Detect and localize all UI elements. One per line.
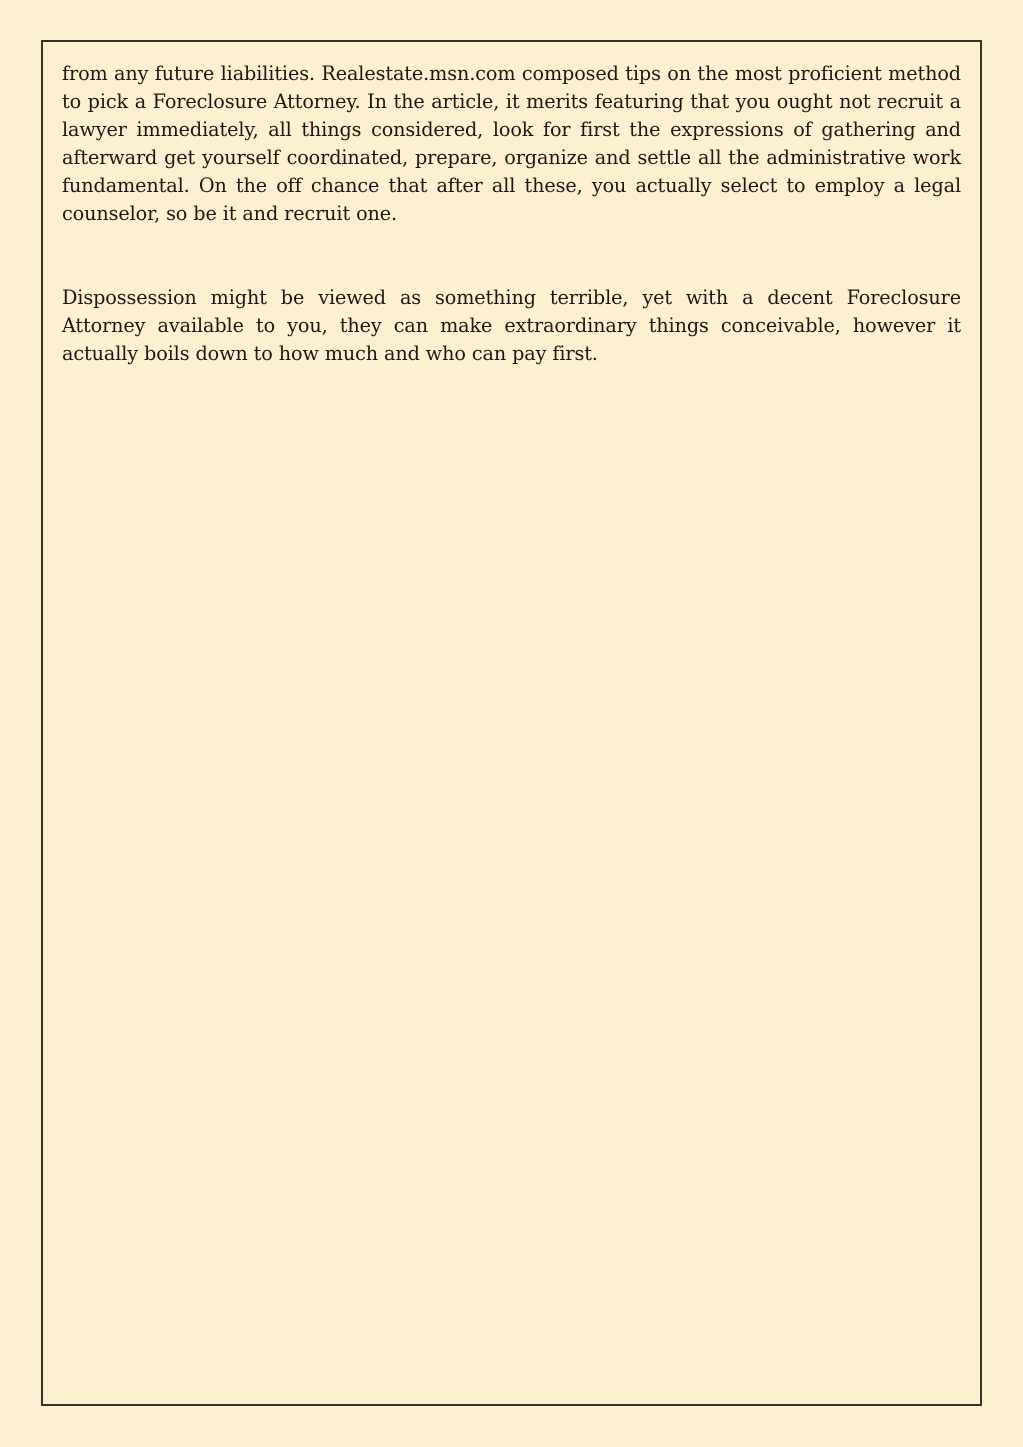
paragraph-foreclosure-tips: from any future liabilities. Realestate.msn.com composed tips on the most proficient method to pick a Foreclosure Attorney. In the article, it merits featuring that you ought not recruit a lawyer immediately, all things considered, look for first the expressions of gathering and afterward get yourself coordinated, prepare, organize and settle all the administrative work fundamental. On the off chance that after all these, you actually select to employ a legal counselor, so be it and recruit one. xyxy=(62,62,961,225)
paragraph-dispossession: Dispossession might be viewed as something terrible, yet with a decent Foreclosure Attorney available to you, they can make extraordinary things conceivable, however it actually boils down to how much and who can pay first. xyxy=(62,286,961,365)
page-frame xyxy=(41,40,982,1406)
document-body xyxy=(62,60,961,368)
